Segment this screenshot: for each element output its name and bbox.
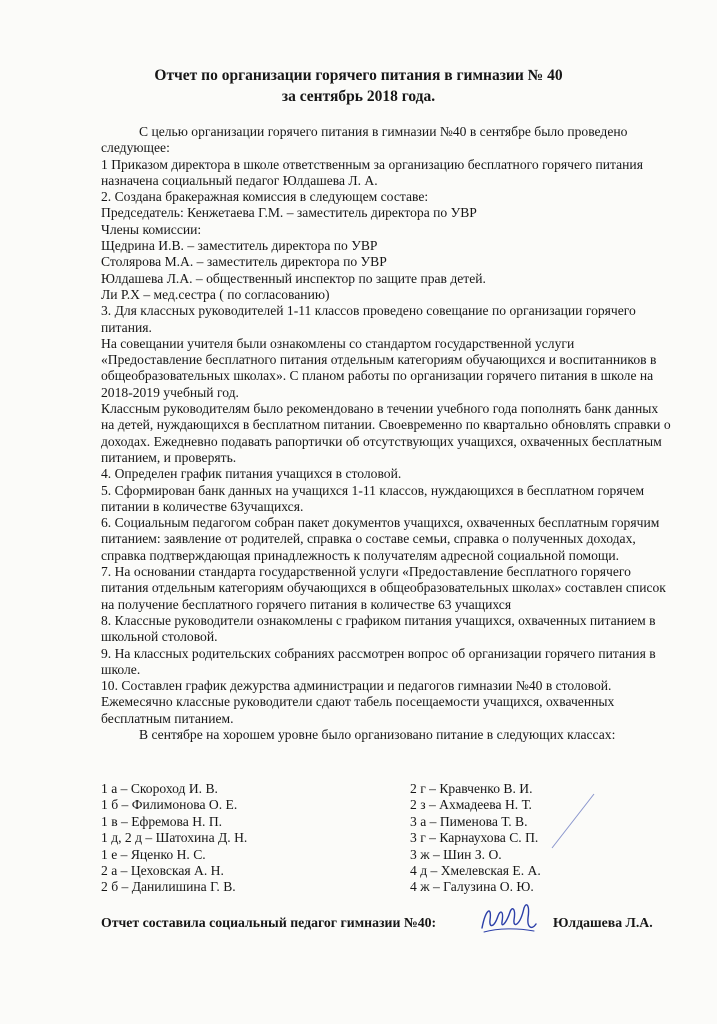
author-label: Отчет составила социальный педагог гимназии №40: xyxy=(101,915,437,930)
class-entry: 1 д, 2 д – Шатохина Д. Н. xyxy=(101,830,248,846)
item-4: 4. Определен график питания учащихся в столовой. xyxy=(101,466,402,482)
classes-left-column xyxy=(101,781,247,896)
class-entry: 2 а – Цеховская А. Н. xyxy=(101,863,224,879)
commission-member: Ли Р.Х – мед.сестра ( по согласованию) xyxy=(101,286,330,302)
report-title: Отчет по организации горячего питания в гимназии № 40 xyxy=(154,67,563,84)
commission-member: Столярова М.А. – заместитель директора по УВР xyxy=(101,254,387,270)
pen-mark xyxy=(548,790,598,850)
signature xyxy=(478,898,538,938)
class-entry: 2 з – Ахмадеева Н. Т. xyxy=(410,797,532,813)
item-9: 9. На классных родительских собраниях рассмотрен вопрос об организации горячего питания в школе. xyxy=(101,645,656,677)
classes-intro: В сентябре на хорошем уровне было организовано питание в следующих классах: xyxy=(139,726,616,742)
author-name: Юлдашева Л.А. xyxy=(553,915,653,930)
classes-right-column xyxy=(410,781,541,896)
class-entry: 4 д – Хмелевская Е. А. xyxy=(410,863,541,879)
commission-member: Юлдашева Л.А. – общественный инспектор по защите прав детей. xyxy=(101,270,486,286)
item-3: 3. Для классных руководителей 1-11 классов проведено совещание по организации горячего питания. xyxy=(101,303,636,335)
class-entry: 1 а – Скороход И. В. xyxy=(101,781,218,796)
class-entry: 1 е – Яценко Н. С. xyxy=(101,846,206,862)
commission-members-heading: Члены комиссии: xyxy=(101,221,202,237)
class-entry: 3 а – Пименова Т. В. xyxy=(410,813,528,829)
class-entry: 1 в – Ефремова Н. П. xyxy=(101,813,223,829)
item-8: 8. Классные руководители ознакомлены с графиком питания учащихся, охваченных питанием в школьной столовой. xyxy=(101,612,656,645)
class-entry: 3 г – Карнаухова С. П. xyxy=(410,830,539,846)
item-10: 10. Составлен график дежурства администрации и педагогов гимназии №40 в столовой. Ежемесячно классные руководители сдают табель посещаемости учащихся, охваченных бесплатным питанием. xyxy=(101,678,615,726)
class-entry: 4 ж – Галузина О. Ю. xyxy=(410,879,534,895)
recommendation-paragraph: Классным руководителям было рекомендовано в течении учебного года пополнять банк данных на детей, нуждающихся в бесплатном питании. Своевременно по квартально обновлять справки о доходах. Ежедневно подавать рапортички об отсутствующих учащихся, охваченных бесплатным питанием, и проверять. xyxy=(101,401,671,465)
class-entry: 3 ж – Шин З. О. xyxy=(410,846,502,862)
class-entry: 2 г – Кравченко В. И. xyxy=(410,781,533,796)
class-entry: 1 б – Филимонова О. Е. xyxy=(101,797,238,813)
commission-member: Щедрина И.В. – заместитель директора по УВР xyxy=(101,238,378,254)
item-2: 2. Создана бракеражная комиссия в следующем составе: xyxy=(101,189,429,205)
report-body xyxy=(101,124,671,743)
report-subtitle: за сентябрь 2018 года. xyxy=(281,88,436,105)
item-6: 6. Социальным педагогом собран пакет документов учащихся, охваченных бесплатным горячим питанием: заявление от родителей, справка о составе семьи, справка о полученных доходах, справка подтверждающая принадлежность к получателям адресной социальной помощи. xyxy=(101,515,660,563)
class-entry: 2 б – Данилишина Г. В. xyxy=(101,879,236,895)
meeting-paragraph: На совещании учителя были ознакомлены со стандартом государственной услуги «Предоставление бесплатного питания отдельным категориям обучающихся и воспитанников в общеобразовательных школах». С планом работы по организации горячего питания в школе на 2018-2019 учебный год. xyxy=(101,335,657,400)
item-5: 5. Сформирован банк данных на учащихся 1-11 классов, нуждающихся в бесплатном горячем питании в количестве 63учащихся. xyxy=(101,482,645,514)
intro-paragraph: С целью организации горячего питания в гимназии №40 в сентябре было проведено следующее: xyxy=(101,124,628,156)
commission-chair: Председатель: Кенжетаева Г.М. – заместитель директора по УВР xyxy=(101,205,477,221)
item-7: 7. На основании стандарта государственной услуги «Предоставление бесплатного горячего питания отдельным категориям обучающихся в общеобразовательных школах» составлен список на получение бесплатного горячего питания в количестве 63 учащихся xyxy=(101,564,666,612)
item-1: 1 Приказом директора в школе ответственным за организацию бесплатного горячего питания назначена социальный педагог Юлдашева Л. А. xyxy=(101,156,643,188)
